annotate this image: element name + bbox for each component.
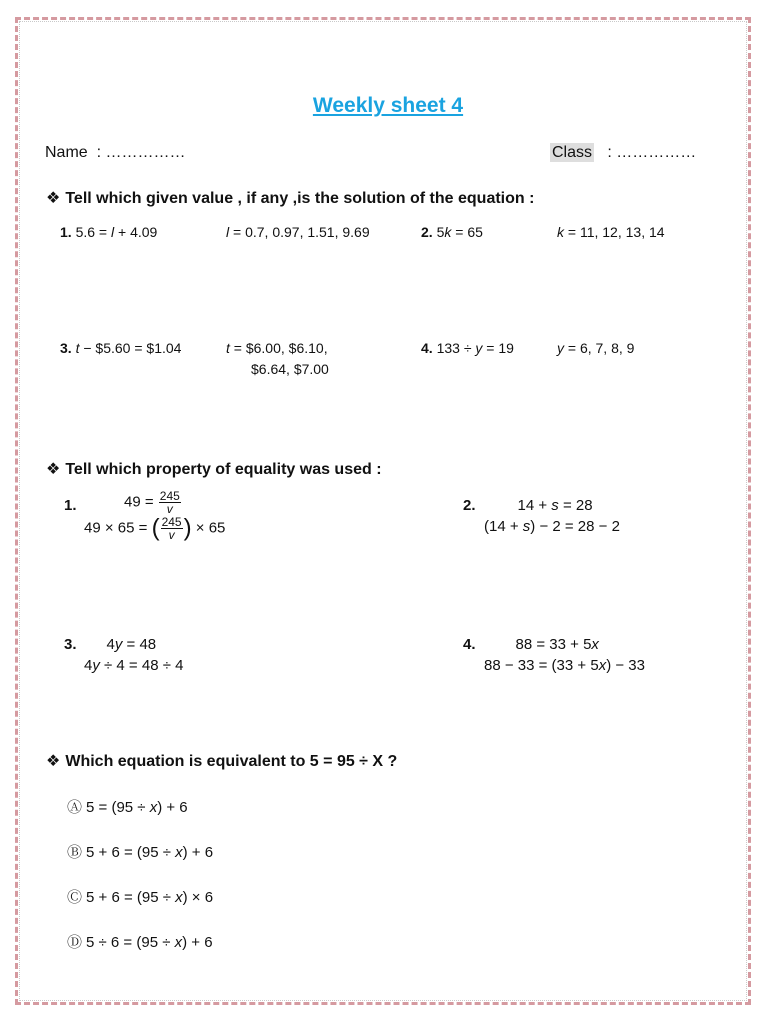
s2-item2-line2-var: s <box>522 518 531 535</box>
s2-item3-line1 <box>64 636 156 653</box>
s2-item3-number: 3. <box>64 636 77 653</box>
option-a[interactable] <box>67 796 188 817</box>
s2-item3-line1-var: y <box>114 636 123 653</box>
fraction-numerator: 245 <box>159 489 180 503</box>
fraction <box>159 490 181 515</box>
s2-item2-line2-b: ) − 2 = 28 − 2 <box>530 518 620 535</box>
s1-item4-values <box>557 340 634 356</box>
s1-item2-var: k <box>444 224 452 240</box>
page-title: Weekly sheet 4 <box>312 94 464 117</box>
s2-item4-line2-a: 88 − 33 = (33 + 5 <box>484 657 599 674</box>
name-label: Name <box>45 144 88 161</box>
class-blank: : …………… <box>607 144 697 161</box>
s1-item3-equation <box>60 340 181 356</box>
s2-item2-line1 <box>463 497 593 514</box>
section3-heading <box>46 751 397 771</box>
s1-item1-equation <box>60 224 157 240</box>
right-paren: ) <box>183 514 192 542</box>
s2-item2-line1-var: s <box>551 497 559 514</box>
section3-heading-text: Which equation is equivalent to 5 = 95 ÷ X ? <box>65 753 398 770</box>
option-d-var: x <box>174 934 183 951</box>
s1-item2-values-var: k <box>557 224 564 240</box>
section1-heading-text: Tell which given value , if any ,is the solution of the equation : <box>65 190 535 207</box>
s2-item4-number: 4. <box>463 636 476 653</box>
option-c-var: x <box>175 889 183 906</box>
option-c-text-a: 5 + 6 = (95 ÷ <box>86 889 176 906</box>
s1-item4-var: y <box>475 340 483 356</box>
s1-item4-number: 4. <box>421 340 433 356</box>
option-b-text-b: ) + 6 <box>182 844 214 861</box>
s1-item3-values-text: = $6.00, $6.10, <box>229 340 328 356</box>
option-c[interactable] <box>67 886 213 907</box>
s1-item2-eq-a: 5 <box>436 224 445 240</box>
s2-item4-line1-var: x <box>591 636 599 653</box>
s2-item1-line1 <box>124 490 182 515</box>
s1-item2-values <box>557 224 665 240</box>
s2-item4-line2-var: x <box>598 657 607 674</box>
option-b-text-a: 5 + 6 = (95 ÷ <box>86 844 176 861</box>
s2-item3-line2-b: ÷ 4 = 48 ÷ 4 <box>99 657 184 674</box>
s1-item2-number: 2. <box>421 224 433 240</box>
option-a-var: x <box>149 799 158 816</box>
s1-item4-values-text: = 6, 7, 8, 9 <box>564 340 635 356</box>
s1-item2-eq-b: = 65 <box>451 224 483 240</box>
s1-item4-eq-a: 133 ÷ <box>436 340 476 356</box>
circled-a-icon: Ⓐ <box>67 799 83 816</box>
s2-item1-line2-text-a: 49 × 65 = <box>84 519 152 537</box>
s1-item3-values <box>226 340 328 356</box>
left-paren: ( <box>151 514 160 542</box>
s1-item3-eq-b: − $5.60 = $1.04 <box>79 340 182 356</box>
s1-item1-values-text: = 0.7, 0.97, 1.51, 9.69 <box>229 224 370 240</box>
option-d-text-a: 5 ÷ 6 = (95 ÷ <box>86 934 175 951</box>
circled-c-icon: Ⓒ <box>67 889 83 906</box>
s1-item1-var: l <box>111 224 115 240</box>
class-label: Class <box>552 144 593 161</box>
section2-heading <box>46 459 382 479</box>
option-a-text-b: ) + 6 <box>157 799 188 816</box>
s1-item1-eq-b: + 4.09 <box>114 224 158 240</box>
s2-item1-line1-text: 49 = <box>124 493 158 511</box>
s2-item3-line1-b: = 48 <box>122 636 157 653</box>
fraction-denominator: v <box>166 502 173 516</box>
s2-item4-line1 <box>463 636 599 653</box>
option-b[interactable] <box>67 841 213 862</box>
s1-item3-values-line2: $6.64, $7.00 <box>251 361 329 377</box>
name-field <box>45 144 185 162</box>
option-b-var: x <box>175 844 183 861</box>
s1-item1-number: 1. <box>60 224 72 240</box>
s1-item3-values-var: t <box>226 340 230 356</box>
section2-heading-text: Tell which property of equality was used : <box>65 461 382 478</box>
s2-item2-line2-a: (14 + <box>484 518 523 535</box>
option-d[interactable] <box>67 931 213 952</box>
s2-item2-line1-a: 14 + <box>517 497 552 514</box>
class-field <box>550 144 696 162</box>
circled-d-icon: Ⓓ <box>67 934 83 951</box>
s2-item4-line2-b: ) − 33 <box>606 657 645 674</box>
diamond-bullet-icon: ❖ <box>46 753 61 770</box>
fraction-numerator: 245 <box>161 515 182 529</box>
s1-item3-var: t <box>75 340 80 356</box>
s2-item1-number-text: 1. <box>64 497 77 514</box>
s2-item2-line2 <box>484 518 620 535</box>
section1-heading <box>46 188 534 208</box>
s1-item4-equation <box>421 340 514 356</box>
s2-item3-line2 <box>84 657 183 674</box>
s2-item1-line2-text-b: × 65 <box>191 519 226 537</box>
s2-item3-line2-var: y <box>92 657 100 674</box>
s2-item2-line1-b: = 28 <box>558 497 593 514</box>
s1-item4-eq-b: = 19 <box>482 340 514 356</box>
s1-item1-values <box>226 224 370 240</box>
s2-item4-line1-a: 88 = 33 + 5 <box>515 636 592 653</box>
diamond-bullet-icon: ❖ <box>46 190 61 207</box>
s1-item1-values-var: l <box>226 224 230 240</box>
s1-item2-equation <box>421 224 483 240</box>
diamond-bullet-icon: ❖ <box>46 461 61 478</box>
s2-item1-number <box>64 497 77 514</box>
fraction <box>161 516 183 541</box>
fraction-denominator: v <box>168 528 175 542</box>
s1-item1-eq-a: 5.6 = <box>75 224 111 240</box>
circled-b-icon: Ⓑ <box>67 844 83 861</box>
s2-item1-line2 <box>84 516 225 541</box>
s1-item2-values-text: = 11, 12, 13, 14 <box>564 224 665 240</box>
s2-item3-line2-a: 4 <box>84 657 93 674</box>
option-c-text-b: ) × 6 <box>182 889 214 906</box>
s1-item4-values-var: y <box>557 340 564 356</box>
s2-item3-line1-a: 4 <box>106 636 115 653</box>
name-blank: : …………… <box>96 144 186 161</box>
s2-item2-number: 2. <box>463 497 476 514</box>
s2-item4-line2 <box>484 657 645 674</box>
s1-item3-number: 3. <box>60 340 72 356</box>
option-a-text-a: 5 = (95 ÷ <box>86 799 150 816</box>
option-d-text-b: ) + 6 <box>182 934 213 951</box>
